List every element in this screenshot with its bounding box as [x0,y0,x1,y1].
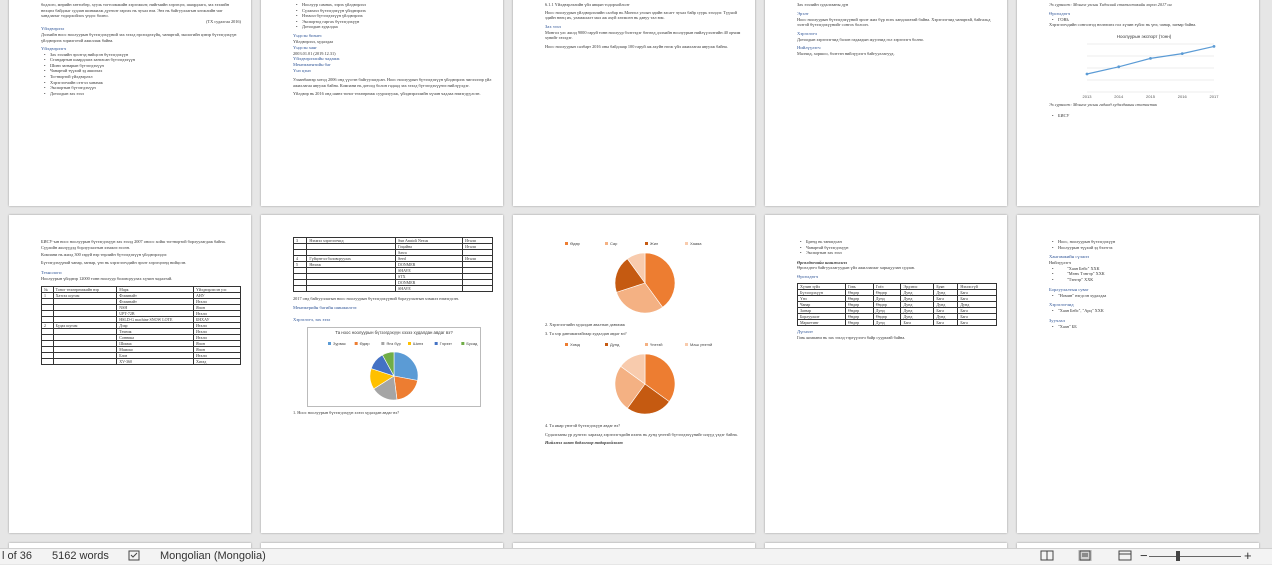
table-cell: Борлуулалт [798,313,846,319]
page-2 [261,0,503,206]
table-cell: Дунд [873,307,901,313]
page-text: Бүтээгдэхүүний чанар, загвар, үнэ нь хэрэглэгчдийн эрэлт хэрэгцээнд нийцсэн. [41,259,187,265]
print-layout-icon[interactable] [1078,550,1092,561]
table-cell: Дунд [901,307,934,313]
table-cell: HSLD-G machine SNOW LOTE [117,316,194,322]
table-cell: Sawa [396,250,463,256]
table-cell: DONMER [396,262,463,268]
list-item: • "Номин" нэгдсэн худалдаа [1049,293,1249,299]
table-header-cell: Гоёл [873,283,901,289]
bullet-list [797,239,997,256]
section-heading: Хангамжийн сүлжээ [1049,254,1090,260]
page-text: Улаанбаатар хотод 2006 онд үүсгэн байгуулагдсан. Ноос ноолуурын бүтээгдэхүүн үйлдвэрлэх чиглэлээр үйл ажиллагаа явуулж байна. Компани нь дотоод болон гадаад зах зээлд бүтээгдэхүүнээ нийлүүлдэг. [293,77,492,88]
table-cell [53,358,117,364]
figure-caption: 4. Та ямар үнэтэй бүтээгдэхүүн авдаг вэ? [545,423,620,429]
page-3 [513,0,755,206]
legend-label: Хямд [570,342,580,348]
table-cell: Өндөр [846,295,874,301]
table-cell: Дунд [934,313,958,319]
x-tick-label: 2015 [1146,93,1155,99]
page-text: Үйлдвэрлэл, худалдаа [293,38,334,44]
list-item: • Тогтвортой үйлдвэрлэл [41,74,241,80]
list-item: • "Хаан" ББ [1049,324,1249,330]
list-item: • Зах зээлийн эрэлтэд нийцсэн бүтээгдэхүүн [41,52,241,58]
legend-label: Сар [610,241,618,246]
table-row [42,358,241,364]
table-cell: Бага [958,289,997,295]
table-cell: Итали [194,334,241,340]
table-cell: Чанар [798,301,846,307]
page-text: Говь компани нь зах зээлд тэргүүлэгч байр суурьтай байна. [797,334,906,340]
table-cell: Гоцайна [396,244,463,250]
figure-caption: 1. Ноос ноолуурын бүтээгдэхүүн хэзээ худалдан авдаг вэ? [293,409,400,415]
section-heading: Өрсөлдөгч [1049,10,1071,16]
section-heading: Дүгнэлт [797,328,813,334]
legend-label: Хааяа [690,241,702,246]
data-point [1149,57,1152,60]
list-item: • Ноос, ноолуурын бүтээгдэхүүн [1049,239,1249,245]
section-heading: Менежментийн баг [293,62,331,68]
list-item: • "Хаан Бейс", "Арц" ХХК [1049,308,1249,314]
section-heading: Борлуулалтын суваг [1049,286,1089,292]
table-cell: Фоминайт [117,298,194,304]
list-item: • Экспортын бүтээгдэхүүн [41,85,241,91]
table-cell: Гүйцэтгэл боловсруулах [307,256,396,262]
legend-swatch [328,342,331,345]
table-cell: Техник [117,328,194,334]
table-cell: Дунд [958,301,997,307]
page-text: Монгол улс жилд 9000 гаруй тонн ноолуур бэлтгэдэг бөгөөд дэлхийн ноолуурын нийлүүлэлтийн 40 орчим хувийг эзэлдэг. [545,29,741,41]
table-cell: Бага [901,319,934,325]
table-cell: Дунд [873,295,901,301]
table-cell: Маркетинг [798,319,846,325]
table-cell: Дунд [873,319,901,325]
table-cell: Бага [934,319,958,325]
section-heading: Үндсэн бизнес [293,32,323,38]
figure-caption: 3. Та хэр давтамжтайгаар худалдан авдаг вэ? [545,330,627,336]
table-cell: Дунд [934,301,958,307]
page-text: 2017 онд байгууллагын ноос ноолуурын бүтээгдэхүүний борлуулалтын хэмжээ нэмэгдсэн. [293,296,459,301]
page-text: бодлого, мөрийн хөтөлбөр, хууль тогтоомжийн хэрэгжилт, нийгмийн хэрэгцээ, шаардлага, зах зээлийн нөхцөл байдлыг судлан шинжилж дүгнэлт гаргах нь чухал юм. Энэ нь байгууллагын хөгжлийн чиг хандлагыг тодорхойлох үндэс болно. [41,2,230,19]
zoom-slider-track[interactable] [1149,556,1241,557]
page-text: Зах зээлийн судалгааны дүн [797,2,849,7]
table-cell: Итали [463,244,493,250]
list-item: • Нэхмэл бүтээгдэхүүн үйлдвэрлэх [293,13,493,19]
competitor-table [797,283,997,326]
legend-swatch [645,343,648,346]
legend-label: Үнэтэй [650,342,663,348]
table-row [798,319,997,325]
table-cell: Итали [463,238,493,244]
page-text: Ноолуурын үйлдвэр 12000 тонн ноолуур боловсруулах хүчин чадалтай. [41,276,173,282]
legend-swatch [435,342,438,345]
legend-swatch [685,242,688,245]
table-cell: Дунд [901,289,934,295]
list-item: • Чанартай бүтээгдэхүүн [797,245,997,251]
table-cell [294,286,307,292]
section-heading: Хэрэглэгч, зах зээл [293,316,331,322]
table-header-cell: № [42,286,54,292]
table-cell: Үнэ [798,295,846,301]
table-cell: Бага [958,307,997,313]
equipment-table-continued [293,237,493,292]
bullet-list [293,2,493,30]
legend-swatch [355,342,358,345]
legend-swatch [565,242,568,245]
section-heading: Нийлүүлэгч [797,45,821,51]
table-cell: NSH [117,304,194,310]
section-heading: Үндсэн хаяг [293,44,318,50]
list-item: • Бренд нь танигдсан [797,239,997,245]
legend-label: Гэрээт [439,340,452,346]
pie-chart [545,338,745,418]
table-cell: Өндөр [873,313,901,319]
table-cell: Бага [958,295,997,301]
bullet-list [1049,239,1249,250]
page-count[interactable]: l of 36 [2,550,32,562]
table-cell: Дунд [901,301,934,307]
list-item: • БИСУ [1049,113,1249,119]
table-cell: Өндөр [873,301,901,307]
table-cell: DONMER [396,280,463,286]
legend-swatch [381,342,384,345]
legend-label: Шинэ [413,340,424,346]
table-cell [42,358,54,364]
section-heading: Зуучлал [1049,317,1065,323]
list-item: • Экспортын зах зээл [797,250,997,256]
list-item: • Сүлжмэл бүтээгдэхүүн үйлдвэрлэх [293,8,493,14]
list-item: • Ноолуурын түүхий эд бэлтгэх [1049,245,1249,251]
table-cell: Бүтээгдэхүүн [798,289,846,295]
table-row [294,286,493,292]
chart-title: Та ноос ноолуурын бүтээгдэхүүн хэзээ худалдан авдаг вэ? [335,329,453,335]
legend-swatch [565,343,568,346]
table-cell: Итали [463,256,493,262]
web-layout-icon[interactable] [1118,550,1132,561]
data-point [1117,65,1120,68]
page-4 [765,0,1007,206]
page-text: Өрсөлдөгч байгууллагуудын үйл ажиллагааг харьцуулан судлав. [797,265,915,271]
table-cell: Япон [194,304,241,310]
table-cell: Өндөр [846,289,874,295]
page-text: Дотоодын хэрэглэгчид болон гадаадын жуулчид гол хэрэглэгч болно. [797,36,924,42]
table-cell: Өндөр [846,313,874,319]
table-cell: Итали [194,328,241,334]
page-text: Нийлүүлэгч [1049,260,1072,266]
table-cell: Бага [958,319,997,325]
legend-label: Өдөр [570,241,580,246]
x-tick-label: 2016 [1177,93,1187,99]
page-8 [513,215,755,533]
table-cell: STX [396,274,463,280]
page-text: Хэрэглэгчдийн сонголтод нөлөөлөх гол хүчин зүйлс нь үнэ, чанар, загвар байна. [1049,22,1197,28]
table-cell: Дунд [901,313,934,319]
legend-swatch [408,342,411,345]
page-7 [261,215,503,533]
table-cell: Итали [194,352,241,358]
section-heading: Үнэ цэнэ [293,68,311,74]
chart-caption: Эх сурвалж: Монгол улсын гадаад худалдааны статистик [1049,101,1157,107]
page-text: Судалгааны үр дүнгээс харахад хэрэглэгчдийн ихэнх нь дунд үнэтэй бүтээгдэхүүнийг илүүд үздэг байна. [545,431,738,437]
page-text: Ноос ноолуурын бүтээгдэхүүний эрэлт жил бүр өсөх хандлагатай байна. Хэрэглэгчид чанартай, байгальд ээлтэй бүтээгдэхүүнийг сонгох болсон. [797,16,991,28]
table-cell: Дзар [117,322,194,328]
table-cell: Хятад [194,358,241,364]
table-cell: Дунд [901,295,934,301]
table-header-cell: Говь [846,283,874,289]
x-tick-label: 2013 [1082,93,1092,99]
table-cell: Бага [934,307,958,313]
legend-label: Дунд [610,342,620,348]
section-heading: Өрсөлдөгч [797,273,819,279]
table-cell: Близ [117,352,194,358]
section-heading: Нийлмэл хамт бодлогоор тодорхойлолт [545,440,623,446]
table-cell [307,286,396,292]
section-heading: Зах зээл [545,23,561,29]
table-cell: Мамоко [117,346,194,352]
table-header-cell: Тоног төхөөрөмжийн нэр [53,286,117,292]
section-heading: Менежерийн багийн шинжилгээ [293,304,357,310]
section-heading: Технологи [41,270,62,276]
section-heading: Үйлдвэрлэгч [41,45,67,51]
pie-chart [308,328,480,406]
table-header-cell: Хүчин зүйл [798,283,846,289]
table-cell: Япон [194,340,241,346]
table-cell: Өндөр [846,301,874,307]
table-cell: 5 [294,262,307,268]
table-cell: Шимаа [117,340,194,346]
list-item: • Шинэ загварын бүтээгдэхүүн [41,63,241,69]
list-item: • Стандартын шаардлага хангасан бүтээгдэхүүн [41,57,241,63]
page-text: 6.1.1 Үйлдвэрлэлийн үйл явцын тодорхойлолт [545,2,630,7]
proofing-icon[interactable] [128,549,142,562]
list-item: • Чанартай түүхий эд ашиглах [41,68,241,74]
list-item: • Экспортод гаргах бүтээгдэхүүн [293,19,493,25]
page-6 [9,215,251,533]
page-10 [1017,215,1259,533]
chart-title: Ноолуурын экспорт (тонн) [1116,33,1172,39]
table-cell: Итали [194,298,241,304]
list-item: • "Тэнгэр" ХХК [1049,277,1249,283]
list-item: • ГОВЬ [1049,17,1249,23]
legend-label: Өдөр [359,340,370,346]
list-item: • Ноолуур самнах, ээрэх үйлдвэрлэл [293,2,493,8]
x-tick-label: 2014 [1114,93,1124,99]
bullet-list [41,52,241,97]
table-cell: SHAVE [396,268,463,274]
data-point [1181,52,1184,55]
table-cell: Өндөр [846,319,874,325]
list-item: • "Хаан Бейс" ХХК [1049,266,1249,272]
table-cell: Seed [396,256,463,262]
legend-label: Зурвас [333,340,346,346]
legend-label: Жил [650,241,659,246]
page-text: Ноос ноолуурын үйлдвэрлэлийн салбар нь Монгол улсын эдийн засагт чухал байр суурь эзэлдэг. Түүхий эдийн нөөц их, уламжлалт мал аж ахуй хөгжсөн нь давуу тал юм. [545,9,737,21]
equipment-table [41,286,241,365]
section-heading: Үйлдвэрлэл [41,26,65,32]
list-item: • Дотоодын зах зээл [41,91,241,97]
source-note: (ТХ судалгаа 2016) [206,18,241,24]
table-header-cell: Эрдэнэс [901,283,934,289]
x-tick-label: 2017 [1209,93,1219,99]
table-cell: АНУ [194,292,241,298]
page-text: Малчид, хоршоо, бэлтгэн нийлүүлэгч байгууллагууд. [797,51,895,57]
section-heading: Хэрэглэгчид [1049,302,1074,308]
table-cell: SHAVE [396,286,463,292]
table-header-cell: Буян [934,283,958,289]
legend-swatch [605,343,608,346]
table-cell: Будах шугам [53,322,117,328]
page-text: Үйлдвэр нь 2016 онд шинэ тоног төхөөрөмж суурилуулж, үйлдвэрлэлийн хүчин чадлаа нэмэгдүүлсэн. [293,91,481,97]
table-cell: Sun Anatoli Nexus [396,238,463,244]
table-cell: Итали [194,310,241,316]
list-item: • Хэрэглэгчийн сэтгэл ханамж [41,80,241,86]
figure-caption: 2. Хэрэглэгчийн худалдан авалтын давтамж [545,322,626,327]
page-text: БИСУ-ын ноос ноолуурын бүтээгдэхүүн зах зээлд 2007 оноос хойш тогтвортой борлуулагдаж байна. Сүүлийн жилүүдэд борлуулалтын хэмжээ өссөн. [41,239,226,250]
data-point [1213,45,1216,48]
table-cell: Сонника [117,334,194,340]
table-cell: 3 [294,238,307,244]
table-cell: Япон [194,346,241,352]
status-bar [0,548,1272,564]
table-header-cell: Нэхээсгүй [958,283,997,289]
page-5 [1017,0,1259,206]
line-chart [1069,32,1219,102]
zoom-slider-thumb[interactable] [1176,551,1180,561]
table-cell: 4 [294,256,307,262]
language-indicator[interactable]: Mongolian (Mongolia) [160,550,266,562]
series-line [1087,46,1214,74]
table-cell [463,286,493,292]
page-9 [765,215,1007,533]
legend-swatch [605,242,608,245]
section-heading: Хэрэглэгч [797,30,817,36]
table-cell: Нэхмэл хэрэглэгчид [307,238,396,244]
page-1 [9,0,251,206]
section-heading: Өрсөлдөгчийн шинжилгээ [797,259,848,265]
table-cell: UPT-72B [117,310,194,316]
data-point [1086,72,1089,75]
word-count[interactable]: 5162 words [52,550,109,562]
table-cell: 2 [42,322,54,328]
section-heading: Үйлдвэрлэлийн чадамж [293,56,340,62]
table-cell: 1 [42,292,54,298]
section-heading: Эрэлт [797,10,809,16]
table-header-cell: Марк [117,286,194,292]
chart-caption: Эх сурвалж: Монгол улсын Үндэсний статистикийн хороо 2017 он [1049,2,1172,7]
table-cell: Хатгах шугам [53,292,117,298]
table-cell: Нөхөж [307,262,396,268]
table-cell: XV-360 [117,358,194,364]
zoom-in-icon[interactable]: + [1244,548,1252,563]
page-text: Ноос ноолуурын салбарт 2016 оны байдлаар 100 гаруй аж ахуйн нэгж үйл ажиллагаа явуулж байна. [545,43,728,49]
read-mode-icon[interactable] [1040,550,1054,561]
pie-slice [394,352,418,380]
legend-swatch [645,242,648,245]
list-item: • "Мөнх Тэнгэр" ХХК [1049,271,1249,277]
legend-swatch [685,343,688,346]
legend-label: Маш үнэтэй [690,342,713,348]
page-text: 2003.01.01 (2019.12.31) [293,50,336,56]
page-text: Дэлхийн ноос ноолуурын бүтээгдэхүүний зах зээлд өрсөлдөхүйц, чанартай, экологийн цэвэр бүтээгдэхүүн үйлдвэрлэх зорилготой ажиллаж байна. [41,32,237,43]
legend-label: Янз бүр [386,340,401,346]
pie-chart [545,237,745,317]
zoom-out-icon[interactable]: − [1140,548,1148,563]
table-cell: БНХАУ [194,316,241,322]
table-header-cell: Үйлдвэрлэсэн улс [194,286,241,292]
table-cell: Фоминайт [117,292,194,298]
list-item: • Дотоодын худалдаа [293,24,493,30]
table-cell: Өндөр [873,289,901,295]
table-cell: Өндөр [846,307,874,313]
table-cell: Дунд [934,289,958,295]
legend-label: Бусад [466,340,478,346]
page-text: Компани нь жилд 300 гаруй нэр төрлийн бүтээгдэхүүн үйлдвэрлэдэг. [41,252,168,258]
table-cell: Загвар [798,307,846,313]
table-cell: Бага [958,313,997,319]
table-cell: Итали [194,322,241,328]
table-cell: Бага [934,295,958,301]
legend-swatch [461,342,464,345]
pie-chart-frame [307,327,481,407]
pie-slice [394,376,418,400]
